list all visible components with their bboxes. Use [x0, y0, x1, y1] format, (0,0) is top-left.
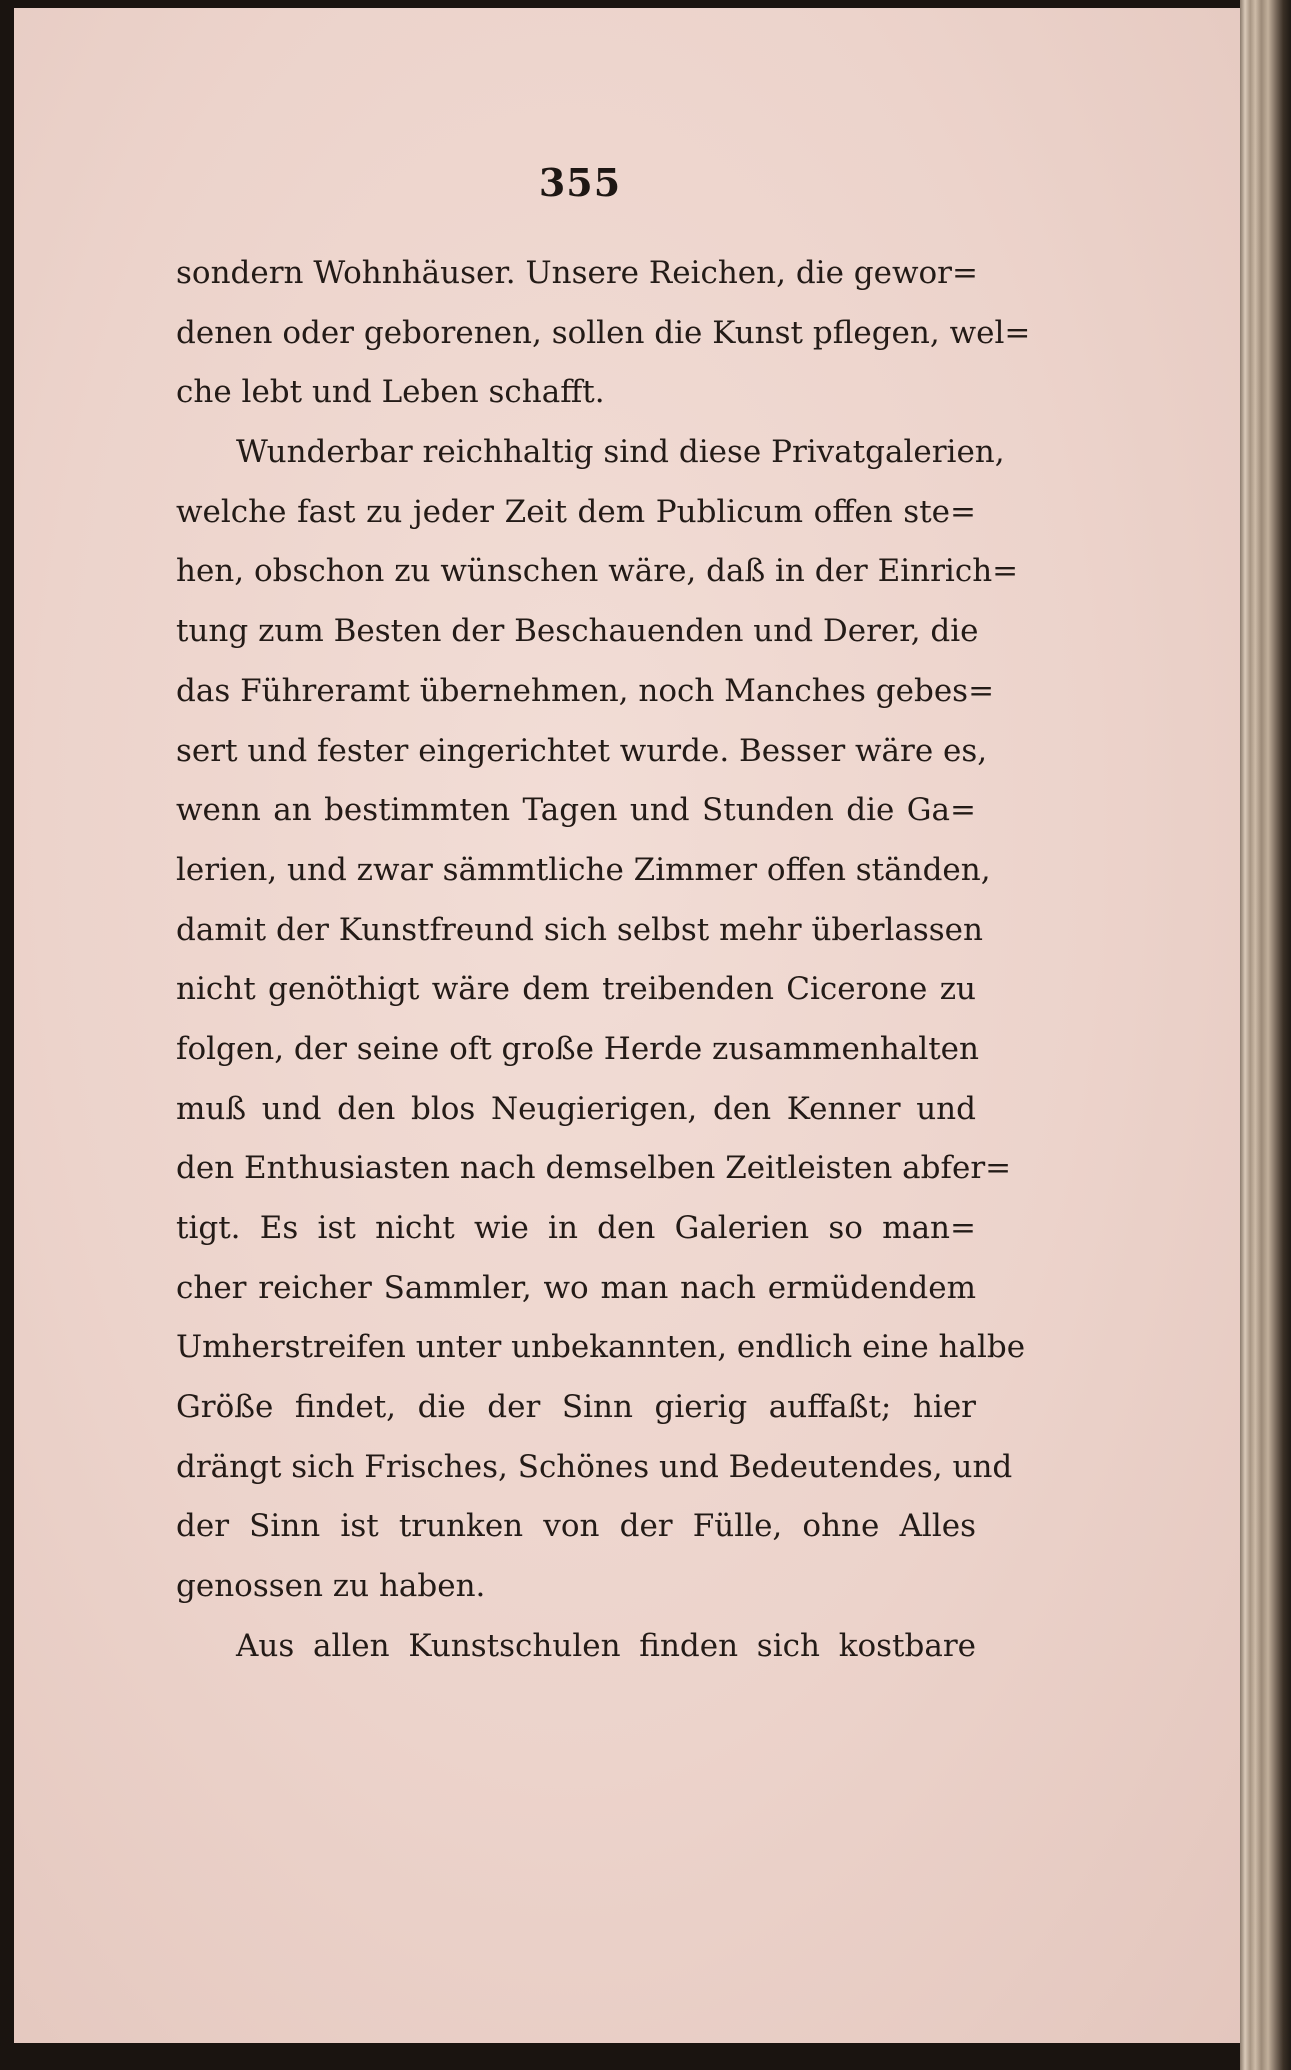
text-line: che lebt und Leben schafft. — [176, 374, 605, 411]
text-line: sondern Wohnhäuser. Unsere Reichen, die gewor= — [176, 255, 978, 291]
text-line: den Enthusiasten nach demselben Zeitleisten abfer= — [176, 1150, 1012, 1187]
text-line: Größe findet, die der Sinn gierig auffaßt; hier — [176, 1389, 976, 1426]
text-line: lerien, und zwar sämmtliche Zimmer offen ständen, — [176, 851, 991, 888]
text-line: sert und fester eingerichtet wurde. Besser wäre es, — [176, 732, 988, 769]
text-line: der Sinn ist trunken von der Fülle, ohne Alles — [176, 1508, 976, 1545]
text-line: tung zum Besten der Beschauenden und Derer, die — [176, 613, 979, 650]
text-line: Wunderbar reichhaltig sind diese Privatgalerien, — [236, 434, 1005, 471]
text-line: hen, obschon zu wünschen wäre, daß in der Einrich= — [176, 553, 1019, 590]
text-line: Aus allen Kunstschulen finden sich kostbare — [236, 1627, 976, 1664]
text-line: muß und den blos Neugierigen, den Kenner und — [176, 1090, 976, 1127]
text-line: nicht genöthigt wäre dem treibenden Cicerone zu — [176, 971, 976, 1008]
text-line: damit der Kunstfreund sich selbst mehr überlassen — [176, 911, 983, 948]
page-number: 355 — [538, 160, 622, 205]
text-line: folgen, der seine oft große Herde zusammenhalten — [176, 1030, 979, 1067]
body-text — [176, 244, 1031, 1677]
book-edge — [1240, 0, 1291, 2070]
text-line: drängt sich Frisches, Schönes und Bedeutendes, und — [176, 1448, 1013, 1485]
text-line: wenn an bestimmten Tagen und Stunden die Ga= — [176, 792, 976, 829]
text-line: Umherstreifen unter unbekannten, endlich eine halbe — [176, 1329, 1026, 1366]
text-line: welche fast zu jeder Zeit dem Publicum offen ste= — [176, 493, 976, 530]
text-line: genossen zu haben. — [176, 1568, 486, 1605]
text-line: cher reicher Sammler, wo man nach ermüdendem — [176, 1269, 976, 1306]
text-line: denen oder geborenen, sollen die Kunst pflegen, wel= — [176, 314, 1031, 351]
text-line: das Führeramt übernehmen, noch Manches gebes= — [176, 672, 995, 709]
text-line: tigt. Es ist nicht wie in den Galerien so man= — [176, 1210, 976, 1246]
